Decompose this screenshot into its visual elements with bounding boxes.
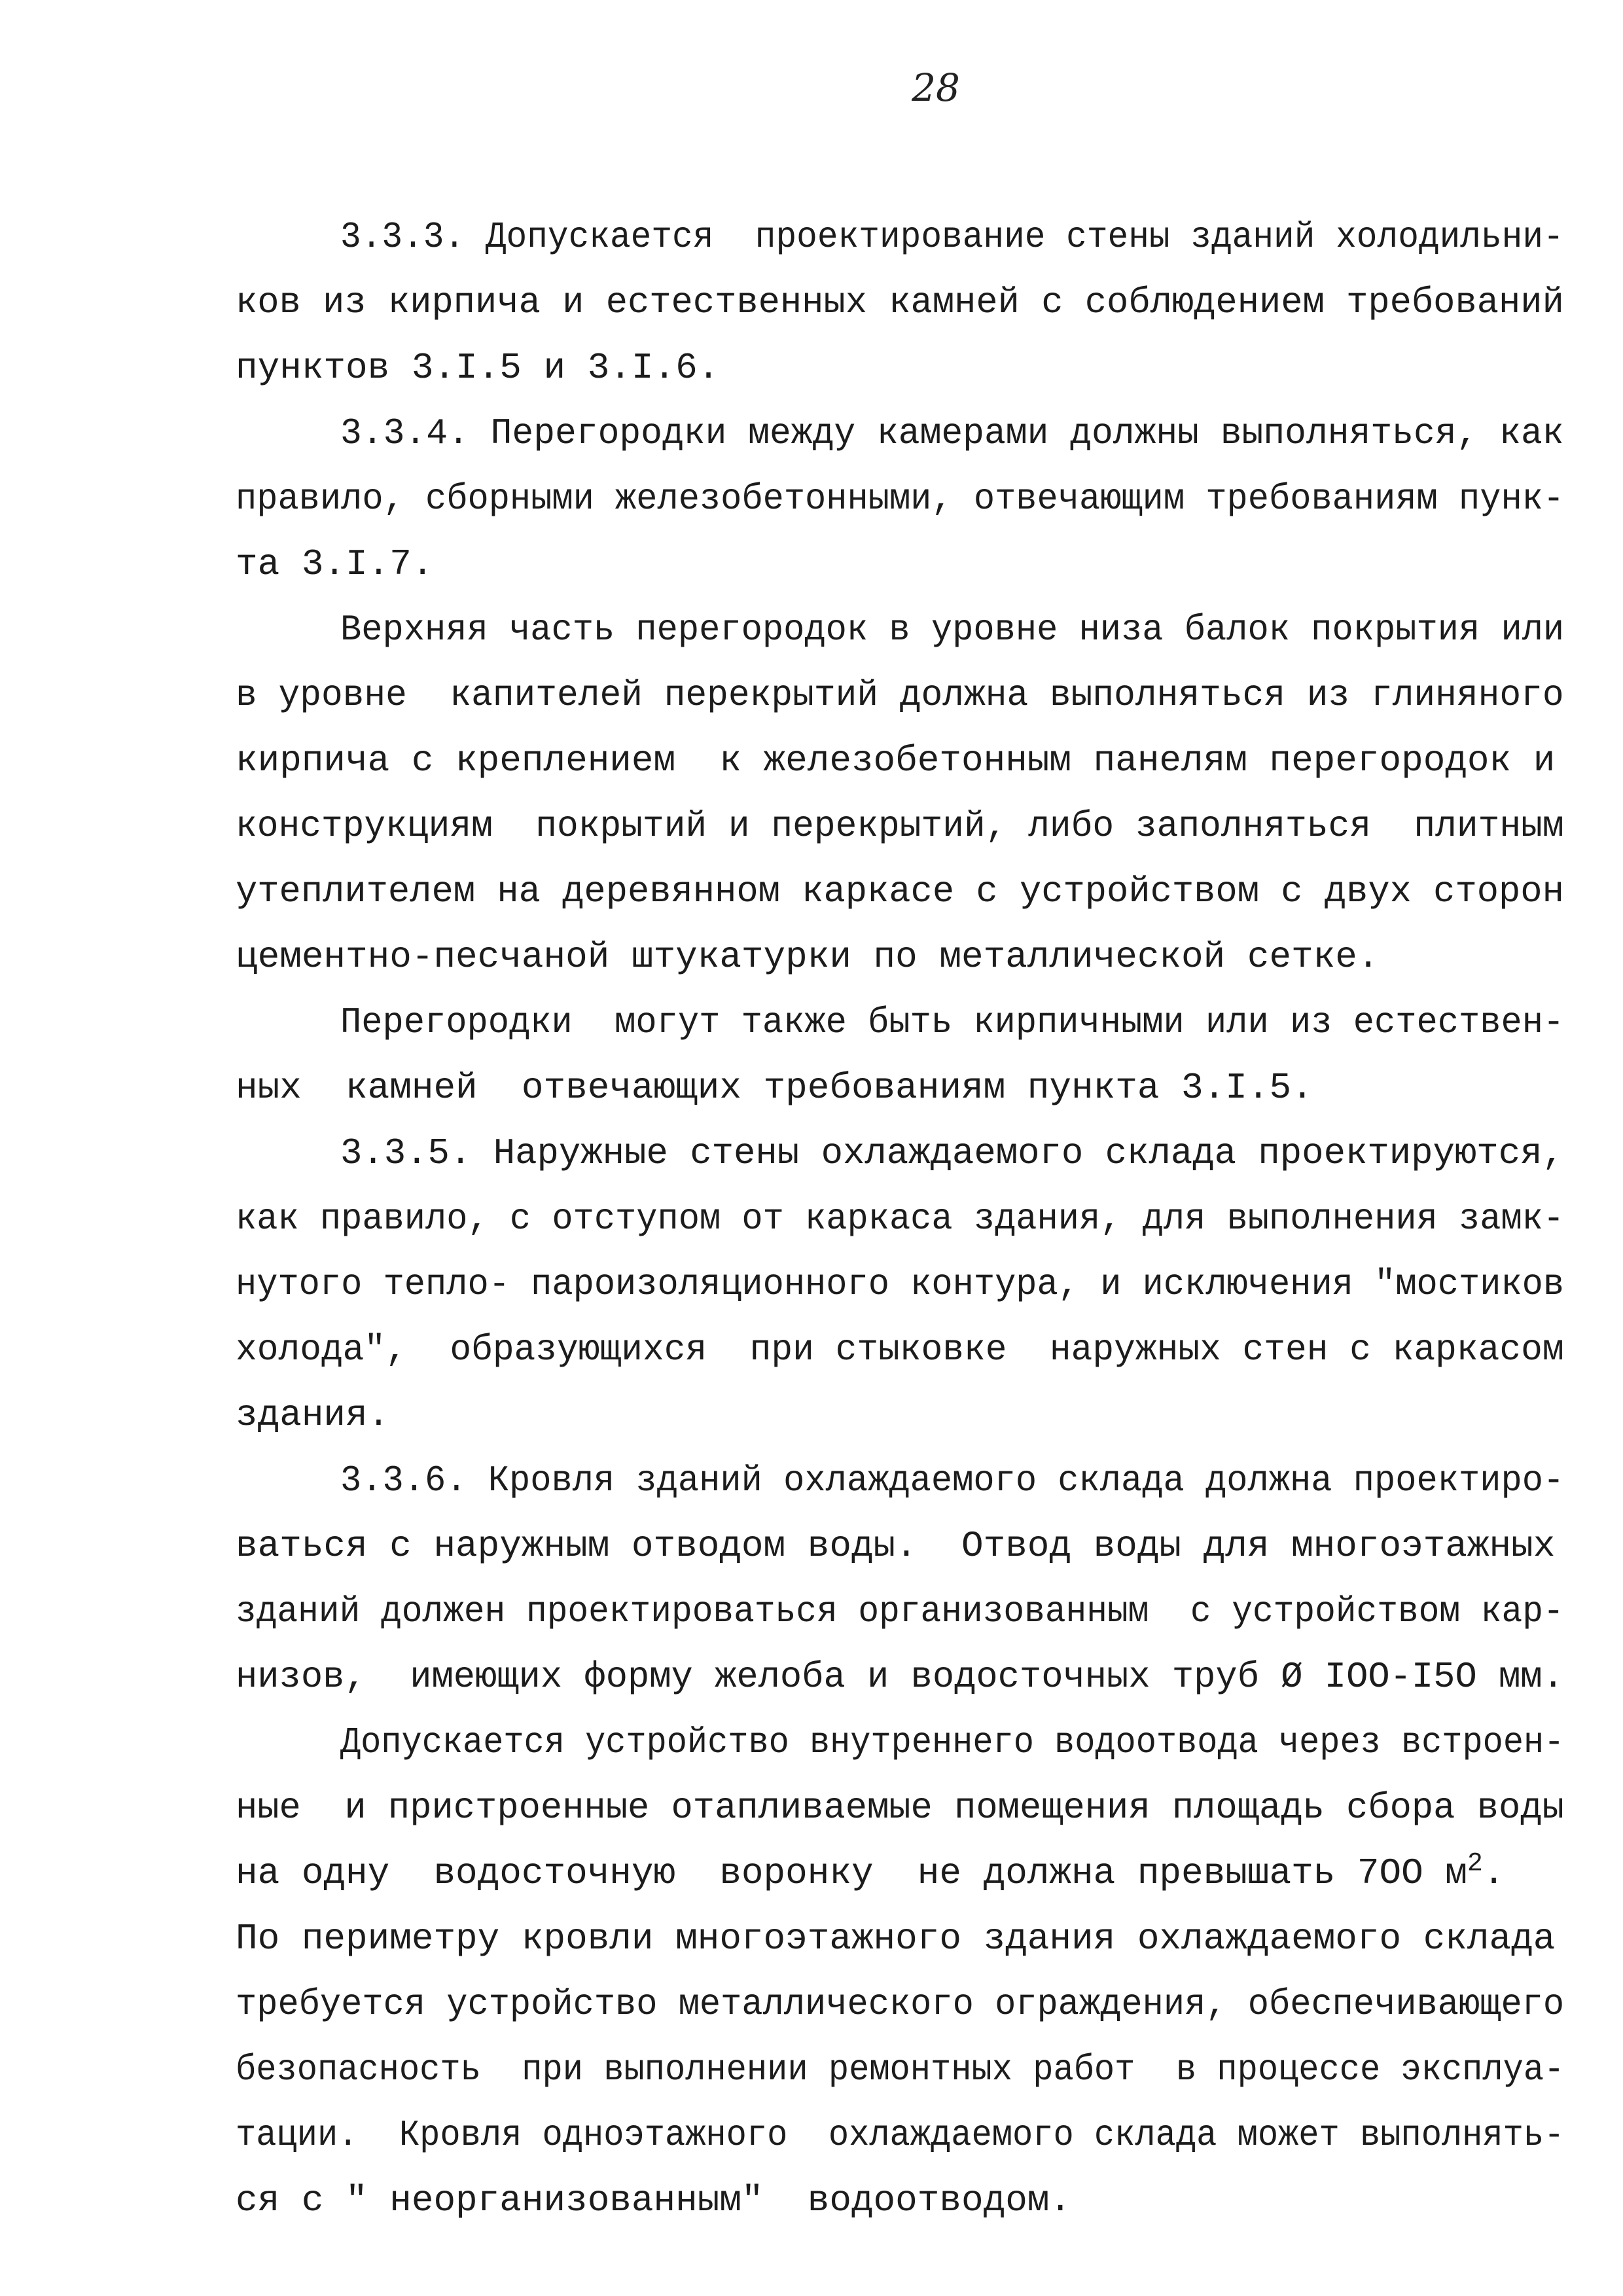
text-line: 3.3.3. Допускается проектирование стены зданий холодильни- (340, 216, 1564, 258)
text-line: низов, имеющих форму желоба и водосточных труб Ø IOO-I5O мм. (236, 1656, 1564, 1698)
text-line: та 3.I.7. (236, 543, 434, 585)
text-line: конструкциям покрытий и перекрытий, либо заполняться плитным (236, 805, 1564, 847)
text-line: холода", образующихся при стыковке наружных стен с каркасом (236, 1329, 1564, 1371)
text-segment: . (1482, 1852, 1505, 1894)
text-line: безопасность при выполнении ремонтных работ в процессе эксплуа- (236, 2049, 1565, 2090)
text-line-with-superscript (236, 1849, 1505, 1894)
text-line: пунктов 3.I.5 и 3.I.6. (236, 347, 720, 389)
text-line: ные и пристроенные отапливаемые помещения площадь сбора воды (236, 1787, 1564, 1829)
text-line: кирпича с креплением к железобетонным панелям перегородок и (236, 740, 1556, 781)
text-line: ваться с наружным отводом воды. Отвод воды для многоэтажных (236, 1525, 1556, 1567)
page-number: 28 (912, 65, 960, 110)
text-line: требуется устройство металлического ограждения, обеспечивающего (236, 1983, 1565, 2025)
text-line: Допускается устройство внутреннего водоотвода через встроен- (340, 1721, 1565, 1763)
text-line: ков из кирпича и естественных камней с соблюдением требований (236, 281, 1564, 323)
text-line: нутого тепло- пароизоляционного контура, и исключения "мостиков (236, 1263, 1565, 1305)
text-segment: на одну водосточную воронку не должна превышать 7OO м (236, 1852, 1467, 1894)
text-line: здания. (236, 1394, 390, 1436)
text-line: в уровне капителей перекрытий должна выполняться из глиняного (236, 674, 1564, 716)
text-line: По периметру кровли многоэтажного здания охлаждаемого склада (236, 1918, 1556, 1960)
superscript: 2 (1467, 1849, 1483, 1879)
text-line: тации. Кровля одноэтажного охлаждаемого склада может выполнять- (236, 2114, 1565, 2156)
text-line: 3.3.4. Перегородки между камерами должны выполняться, как (340, 412, 1564, 454)
text-line: Перегородки могут также быть кирпичными или из естествен- (340, 1001, 1565, 1043)
text-line: 3.3.5. Наружные стены охлаждаемого склада проектируются, (340, 1132, 1564, 1174)
text-line: зданий должен проектироваться организованным с устройством кар- (236, 1590, 1564, 1632)
text-line: цементно-песчаной штукатурки по металлической сетке. (236, 936, 1380, 978)
text-line: ся с " неорганизованным" водоотводом. (236, 2179, 1072, 2221)
text-line: ных камней отвечающих требованиям пункта 3.I.5. (236, 1067, 1313, 1109)
text-line: как правило, с отступом от каркаса здания, для выполнения замк- (236, 1198, 1565, 1240)
text-line: Верхняя часть перегородок в уровне низа балок покрытия или (340, 609, 1565, 651)
text-line: утеплителем на деревянном каркасе с устройством с двух сторон (236, 870, 1564, 912)
text-line: правило, сборными железобетонными, отвечающим требованиям пунк- (236, 478, 1565, 520)
text-line: 3.3.6. Кровля зданий охлаждаемого склада должна проектиро- (340, 1460, 1565, 1501)
